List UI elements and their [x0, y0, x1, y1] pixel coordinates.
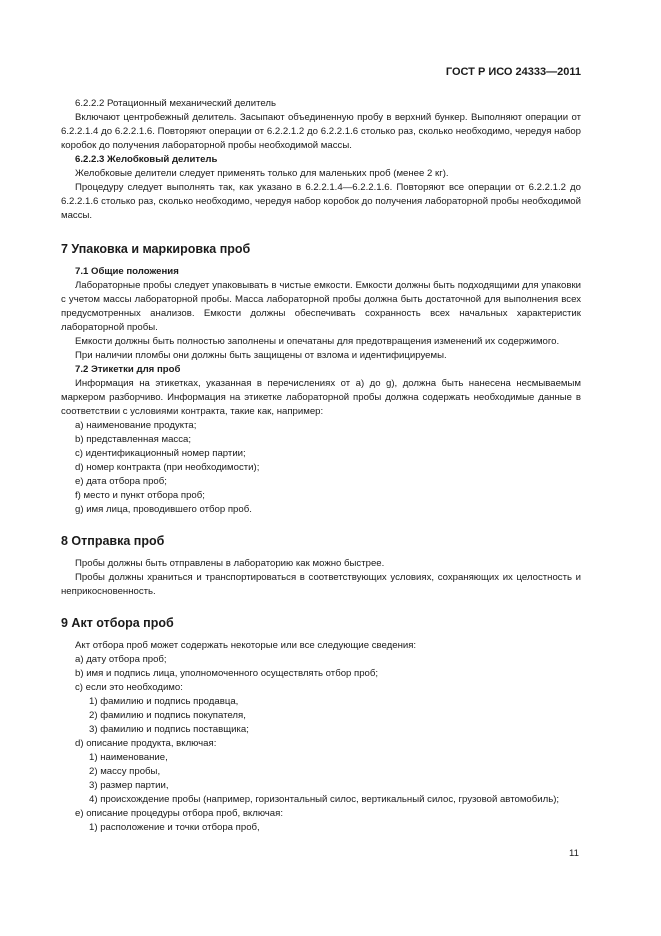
section-8-title: 8 Отправка проб [61, 534, 165, 548]
section-9-title: 9 Акт отбора проб [61, 616, 174, 630]
paragraph: Пробы должны быть отправлены в лабораторию как можно быстрее. [75, 558, 385, 569]
paragraph: Лабораторные пробы следует упаковывать в чистые емкости. Емкости должны быть подходящими для упаковки с учетом массы лабораторной пробы. Масса лабораторной пробы должна быть достаточной для выполнения всех предусмотренных анализов. Емкости должны обеспечивать сохранность всех начальных характеристик лабораторной пробы. [61, 280, 581, 333]
list-item: e) дата отбора проб; [75, 476, 167, 487]
list-item: b) представленная масса; [75, 434, 191, 445]
list-subitem: 3) фамилию и подпись поставщика; [89, 724, 249, 735]
list-subitem: 4) происхождение пробы (например, горизонтальный силос, вертикальный силос, грузовой автомобиль); [89, 794, 560, 805]
list-item: c) идентификационный номер партии; [75, 448, 246, 459]
paragraph: Процедуру следует выполнять так, как указано в 6.2.2.1.4—6.2.2.1.6. Повторяют все операции от 6.2.2.1.2 до 6.2.2.1.6 столько раз, сколько необходимо, чередуя набор коробок до получения лабораторной пробы необходимой массы. [61, 182, 581, 221]
paragraph: Включают центробежный делитель. Засыпают объединенную пробу в верхний бункер. Выполняют операции от 6.2.2.1.4 до 6.2.2.1.6. Повторяют операции от 6.2.2.1.2 до 6.2.2.1.6 столько раз, сколько необходимо, чередуя набор коробок до получения лабораторной пробы необходимой массы. [61, 112, 581, 151]
list-item: d) описание продукта, включая: [75, 738, 217, 749]
paragraph: Информация на этикетках, указанная в перечислениях от а) до g), должна быть нанесена несмываемым маркером разборчиво. Информация на этикетке лабораторной пробы должна содержать необходимые данные в соответствии с условиями контракта, такие как, например: [61, 378, 581, 417]
subsection-7-2-title: 7.2 Этикетки для проб [75, 364, 181, 375]
list-item: c) если это необходимо: [75, 682, 183, 693]
list-subitem: 1) расположение и точки отбора проб, [89, 822, 260, 833]
list-item: e) описание процедуры отбора проб, включая: [75, 808, 283, 819]
paragraph: Акт отбора проб может содержать некоторые или все следующие сведения: [75, 640, 417, 651]
list-item: a) дату отбора проб; [75, 654, 167, 665]
paragraph: Пробы должны храниться и транспортироваться в соответствующих условиях, сохраняющих их целостность и неприкосновенность. [61, 572, 581, 597]
section-7-title: 7 Упаковка и маркировка проб [61, 242, 251, 256]
list-subitem: 1) наименование, [89, 752, 168, 763]
list-item: b) имя и подпись лица, уполномоченного осуществлять отбор проб; [75, 668, 379, 679]
page-number: 11 [569, 848, 579, 859]
subsection-6-2-2-3-title: 6.2.2.3 Желобковый делитель [75, 154, 218, 165]
list-subitem: 1) фамилию и подпись продавца, [89, 696, 239, 707]
list-item: f) место и пункт отбора проб; [75, 490, 205, 501]
subsection-6-2-2-2-title: 6.2.2.2 Ротационный механический делитель [75, 98, 277, 109]
list-subitem: 2) массу пробы, [89, 766, 161, 777]
page-content [61, 97, 581, 835]
list-subitem: 2) фамилию и подпись покупателя, [89, 710, 246, 721]
list-subitem: 3) размер партии, [89, 780, 169, 791]
list-item: a) наименование продукта; [75, 420, 197, 431]
subsection-7-1-title: 7.1 Общие положения [75, 266, 179, 277]
paragraph: При наличии пломбы они должны быть защищены от взлома и идентифицируемы. [75, 350, 447, 361]
list-item: g) имя лица, проводившего отбор проб. [75, 504, 252, 515]
paragraph: Желобковые делители следует применять только для маленьких проб (менее 2 кг). [75, 168, 449, 179]
paragraph: Емкости должны быть полностью заполнены и опечатаны для предотвращения изменений их содержимого. [75, 336, 560, 347]
list-item: d) номер контракта (при необходимости); [75, 462, 260, 473]
document-header: ГОСТ Р ИСО 24333—2011 [445, 66, 581, 78]
